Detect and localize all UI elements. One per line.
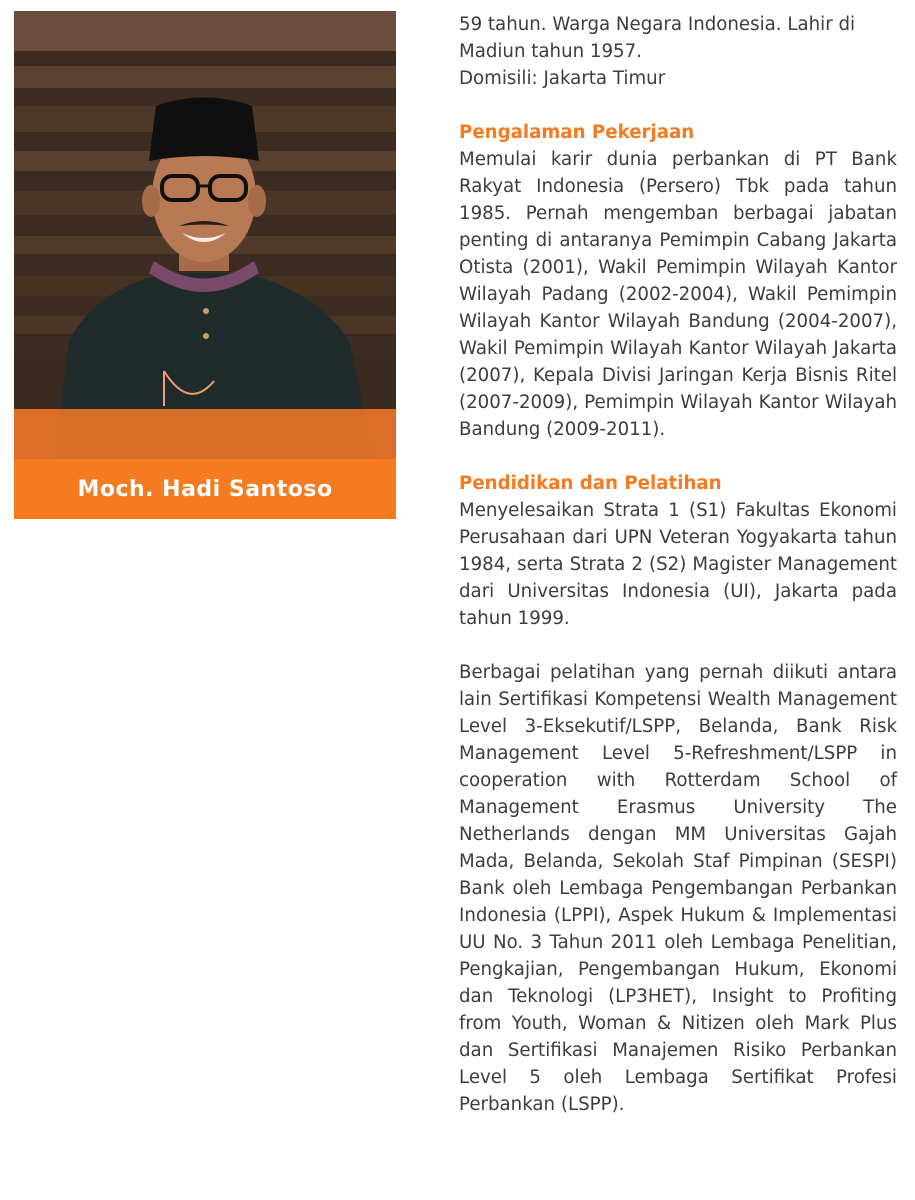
profile-card	[14, 11, 396, 519]
education-text: Menyelesaikan Strata 1 (S1) Fakultas Ekonomi Perusahaan dari UPN Veteran Yogyakarta tahun 1984, serta Strata 2 (S2) Magister Management dari Universitas Indonesia (UI), Jakarta pada tahun 1999.	[459, 500, 897, 629]
work-experience-text: Memulai karir dunia perbankan di PT Bank Rakyat Indonesia (Persero) Tbk pada tahun 1985. Pernah mengemban berbagai jabatan penting di antaranya Pemimpin Cabang Jakarta Otista (2001), Wakil Pemimpin Wilayah Kantor Wilayah Padang (2002-2004), Wakil Pemimpin Wilayah Kantor Wilayah Bandung (2004-2007), Wakil Pemimpin Wilayah Kantor Wilayah Jakarta (2007), Kepala Divisi Jaringan Kerja Bisnis Ritel (2007-2009), Pemimpin Wilayah Kantor Wilayah Bandung (2009-2011).	[459, 149, 897, 440]
biography-column	[459, 11, 897, 1118]
name-banner	[14, 459, 396, 519]
photo-overlay-band	[14, 409, 396, 459]
training-text: Berbagai pelatihan yang pernah diikuti antara lain Sertifikasi Kompetensi Wealth Management Level 3-Eksekutif/LSPP, Belanda, Bank Risk Management Level 5-Refreshment/LSPP in cooperation with Rotterdam School of Management Erasmus University The Netherlands dengan MM Universitas Gajah Mada, Belanda, Sekolah Staf Pimpinan (SESPI) Bank oleh Lembaga Pengembangan Perbankan Indonesia (LPPI), Aspek Hukum & Implementasi UU No. 3 Tahun 2011 oleh Lembaga Penelitian, Pengkajian, Pengembangan Hukum, Ekonomi dan Teknologi (LP3HET), Insight to Profiting from Youth, Woman & Nitizen oleh Mark Plus dan Sertifikasi Manajemen Risiko Perbankan Level 5 oleh Lembaga Sertifikat Profesi Perbankan (LSPP).	[459, 662, 897, 1115]
work-experience-heading: Pengalaman Pekerjaan	[459, 122, 695, 143]
paragraph-spacer	[459, 632, 897, 659]
person-name: Moch. Hadi Santoso	[77, 476, 333, 502]
portrait-photo	[14, 11, 396, 459]
intro-line-2: Madiun tahun 1957.	[459, 41, 642, 62]
intro-line-1: 59 tahun. Warga Negara Indonesia. Lahir di	[459, 14, 856, 35]
intro-line-3: Domisili: Jakarta Timur	[459, 68, 666, 89]
education-heading: Pendidikan dan Pelatihan	[459, 473, 722, 494]
